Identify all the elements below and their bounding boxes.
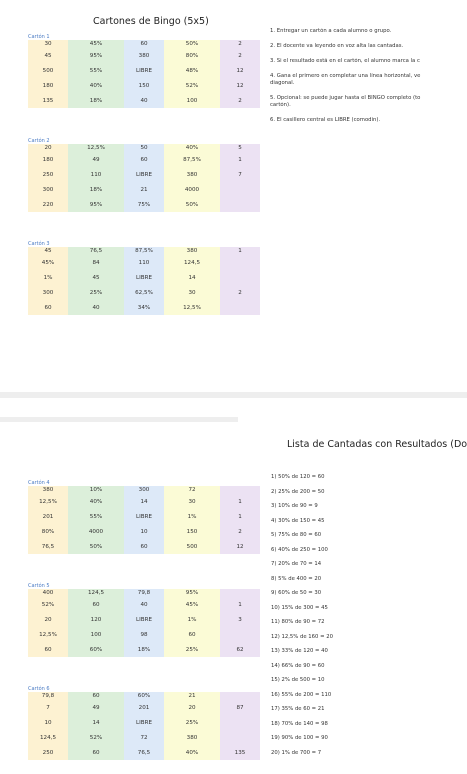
card-cell: 45 (28, 247, 68, 255)
card-cell: 87,5% (124, 247, 164, 255)
card-row (28, 700, 260, 715)
card-row (28, 494, 260, 509)
instruction-6: 6. El casillero central es LIBRE (comodín). (270, 117, 381, 123)
card-cell (220, 715, 260, 730)
card-cell: 100 (68, 627, 124, 642)
card-row (28, 167, 260, 182)
bingo-card-2 (28, 138, 260, 212)
card-cell: 30 (164, 494, 220, 509)
card-cell: 300 (28, 285, 68, 300)
card-cell: 20 (164, 700, 220, 715)
card-cell: 45% (164, 597, 220, 612)
card-grid (28, 692, 260, 760)
card-cell: 135 (220, 745, 260, 760)
cantada-item: 11) 80% de 90 = 72 (271, 619, 325, 625)
card-cell: 380 (164, 247, 220, 255)
card-cell (220, 255, 260, 270)
card-cell: 3 (220, 612, 260, 627)
card-cell: 1 (220, 597, 260, 612)
card-row (28, 539, 260, 554)
card-cell: 45 (68, 270, 124, 285)
bingo-card-6 (28, 686, 260, 760)
card-cell (220, 627, 260, 642)
card-cell: 300 (124, 486, 164, 494)
card-cell: 95% (164, 589, 220, 597)
card-cell: 60 (68, 597, 124, 612)
card-row (28, 509, 260, 524)
card-row (28, 152, 260, 167)
card-cell (220, 486, 260, 494)
card-cell: 76,5 (28, 539, 68, 554)
instruction-1: 1. Entregar un cartón a cada alumno o grupo. (270, 28, 392, 34)
card-cell: 100 (164, 93, 220, 108)
card-cell: 12,5% (68, 144, 124, 152)
card-label: Cartón 4 (28, 480, 50, 486)
card-cell: 40% (164, 144, 220, 152)
card-cell: 201 (124, 700, 164, 715)
card-cell: 49 (68, 152, 124, 167)
card-row (28, 93, 260, 108)
card-cell: 10% (68, 486, 124, 494)
card-row (28, 642, 260, 657)
card-cell: 12,5% (28, 494, 68, 509)
card-cell: 220 (28, 197, 68, 212)
card-row (28, 247, 260, 255)
cantada-item: 9) 60% de 50 = 30 (271, 590, 322, 596)
card-cell: 180 (28, 78, 68, 93)
card-cell: 40% (68, 78, 124, 93)
card-cell: 55% (68, 509, 124, 524)
card-cell: 500 (28, 63, 68, 78)
card-cell: 4000 (68, 524, 124, 539)
cantada-item: 15) 2% de 500 = 10 (271, 677, 325, 683)
card-cell: 1 (220, 247, 260, 255)
card-cell: 60 (68, 692, 124, 700)
cantada-item: 10) 15% de 300 = 45 (271, 604, 328, 611)
card-cell: 25% (164, 715, 220, 730)
card-cell: 1 (220, 494, 260, 509)
free-cell: LIBRE (124, 509, 164, 524)
card-cell: 30 (164, 285, 220, 300)
card-cell: 12 (220, 539, 260, 554)
card-cell: 60 (124, 539, 164, 554)
card-cell: 95% (68, 197, 124, 212)
card-cell: 49 (68, 700, 124, 715)
card-cell: 80% (28, 524, 68, 539)
card-cell: 1% (28, 270, 68, 285)
card-cell: 12 (220, 78, 260, 93)
cantada-item: 6) 40% de 250 = 100 (271, 546, 328, 553)
cantada-item: 18) 70% de 140 = 98 (271, 720, 328, 727)
card-label: Cartón 6 (28, 686, 50, 692)
card-cell: 50% (164, 197, 220, 212)
card-cell: 120 (68, 612, 124, 627)
card-row (28, 627, 260, 642)
card-row (28, 524, 260, 539)
card-cell: 21 (124, 182, 164, 197)
card-label: Cartón 2 (28, 138, 50, 144)
card-cell: 48% (164, 63, 220, 78)
card-cell: 380 (164, 167, 220, 182)
bingo-card-5 (28, 583, 260, 657)
cantadas-title: Lista de Cantadas con Resultados (Do (287, 439, 467, 450)
card-cell: 12,5% (164, 300, 220, 315)
card-cell: 380 (28, 486, 68, 494)
free-cell: LIBRE (124, 715, 164, 730)
card-row (28, 715, 260, 730)
card-cell: 60 (28, 642, 68, 657)
card-cell: 60 (164, 627, 220, 642)
card-row (28, 48, 260, 63)
card-cell: 7 (220, 167, 260, 182)
cantada-item: 14) 66% de 90 = 60 (271, 662, 325, 669)
card-cell: 124,5 (68, 589, 124, 597)
card-cell (220, 692, 260, 700)
card-cell: 110 (124, 255, 164, 270)
card-cell: 20 (28, 612, 68, 627)
card-cell: 4000 (164, 182, 220, 197)
card-cell: 380 (164, 730, 220, 745)
card-cell: 124,5 (28, 730, 68, 745)
cantada-item: 13) 33% de 120 = 40 (271, 648, 328, 654)
cantada-item: 5) 75% de 80 = 60 (271, 532, 322, 538)
page-separator-right (238, 392, 467, 398)
card-row (28, 745, 260, 760)
card-row (28, 692, 260, 700)
card-cell: 2 (220, 40, 260, 48)
card-cell: 10 (124, 524, 164, 539)
card-label: Cartón 3 (28, 241, 50, 247)
card-cell: 25% (164, 642, 220, 657)
card-cell: 76,5 (68, 247, 124, 255)
bingo-card-1 (28, 34, 260, 108)
card-cell: 300 (28, 182, 68, 197)
free-cell: LIBRE (124, 270, 164, 285)
card-cell: 84 (68, 255, 124, 270)
card-cell: 75% (124, 197, 164, 212)
card-cell: 250 (28, 745, 68, 760)
instruction-5-cont: cartón). (270, 102, 291, 108)
card-cell: 60 (68, 745, 124, 760)
page-title: Cartones de Bingo (5x5) (93, 16, 209, 27)
card-cell: 124,5 (164, 255, 220, 270)
card-cell: 72 (164, 486, 220, 494)
card-cell: 52% (28, 597, 68, 612)
card-cell: 55% (68, 63, 124, 78)
card-cell: 18% (68, 182, 124, 197)
card-cell (220, 730, 260, 745)
card-cell: 62,5% (124, 285, 164, 300)
card-cell: 76,5 (124, 745, 164, 760)
card-cell: 34% (124, 300, 164, 315)
card-cell: 20 (28, 144, 68, 152)
card-grid (28, 247, 260, 315)
card-cell: 98 (124, 627, 164, 642)
card-row (28, 182, 260, 197)
card-cell (220, 300, 260, 315)
instruction-5: 5. Opcional: se puede jugar hasta el BINGO completo (to (270, 95, 421, 101)
card-label: Cartón 1 (28, 34, 50, 40)
card-cell: 5 (220, 144, 260, 152)
instruction-4: 4. Gana el primero en completar una línea horizontal, ve (270, 73, 421, 79)
card-cell: 52% (164, 78, 220, 93)
card-cell: 60 (124, 152, 164, 167)
card-cell: 1% (164, 509, 220, 524)
card-row (28, 40, 260, 48)
card-cell: 150 (124, 78, 164, 93)
card-row (28, 589, 260, 597)
card-cell: 1 (220, 152, 260, 167)
page-separator-gap (0, 417, 238, 422)
card-cell (220, 197, 260, 212)
card-cell: 50% (68, 539, 124, 554)
card-row (28, 597, 260, 612)
card-cell: 18% (124, 642, 164, 657)
card-cell: 45% (68, 40, 124, 48)
instructions (270, 28, 467, 124)
card-cell: 14 (164, 270, 220, 285)
cantadas-list (271, 474, 333, 764)
card-cell: 50% (164, 40, 220, 48)
card-cell: 50 (124, 144, 164, 152)
free-cell: LIBRE (124, 612, 164, 627)
card-row (28, 270, 260, 285)
card-cell: 2 (220, 48, 260, 63)
card-cell: 1 (220, 509, 260, 524)
card-cell: 2 (220, 285, 260, 300)
cantada-item: 1) 50% de 120 = 60 (271, 474, 325, 480)
cantada-item: 12) 12,5% de 160 = 20 (271, 633, 333, 640)
cantada-item: 4) 30% de 150 = 45 (271, 517, 325, 524)
page-separator-left (0, 392, 238, 398)
cantada-item: 20) 1% de 700 = 7 (271, 749, 322, 756)
card-cell: 40% (164, 745, 220, 760)
card-cell: 201 (28, 509, 68, 524)
card-row (28, 285, 260, 300)
card-cell: 2 (220, 93, 260, 108)
card-cell: 40% (68, 494, 124, 509)
cantada-item: 17) 35% de 60 = 21 (271, 706, 325, 712)
card-cell: 110 (68, 167, 124, 182)
card-cell: 79,8 (124, 589, 164, 597)
bingo-card-4 (28, 480, 260, 554)
card-grid (28, 40, 260, 108)
card-cell: 10 (28, 715, 68, 730)
card-cell: 150 (164, 524, 220, 539)
card-cell: 380 (124, 48, 164, 63)
card-cell: 21 (164, 692, 220, 700)
instruction-4-cont: diagonal. (270, 80, 295, 86)
card-row (28, 255, 260, 270)
card-cell: 12,5% (28, 627, 68, 642)
card-cell: 14 (124, 494, 164, 509)
cantada-item: 16) 55% de 200 = 110 (271, 691, 332, 698)
card-row (28, 63, 260, 78)
free-cell: LIBRE (124, 63, 164, 78)
cantada-item: 2) 25% de 200 = 50 (271, 488, 325, 495)
card-cell: 60 (28, 300, 68, 315)
card-row (28, 612, 260, 627)
card-cell: 80% (164, 48, 220, 63)
card-cell (220, 182, 260, 197)
card-grid (28, 144, 260, 212)
card-cell: 400 (28, 589, 68, 597)
card-cell: 40 (68, 300, 124, 315)
instruction-2: 2. El docente va leyendo en voz alta las cantadas. (270, 43, 404, 49)
card-label: Cartón 5 (28, 583, 50, 589)
card-row (28, 197, 260, 212)
card-cell: 87 (220, 700, 260, 715)
card-row (28, 730, 260, 745)
card-cell: 95% (68, 48, 124, 63)
card-cell: 40 (124, 597, 164, 612)
card-cell: 72 (124, 730, 164, 745)
card-cell: 2 (220, 524, 260, 539)
free-cell: LIBRE (124, 167, 164, 182)
bingo-card-3 (28, 241, 260, 315)
card-cell: 60% (68, 642, 124, 657)
cantada-item: 3) 10% de 90 = 9 (271, 503, 318, 509)
cantada-item: 7) 20% de 70 = 14 (271, 561, 322, 567)
card-grid (28, 589, 260, 657)
card-cell: 87,5% (164, 152, 220, 167)
card-cell: 60 (124, 40, 164, 48)
card-cell: 52% (68, 730, 124, 745)
card-cell: 14 (68, 715, 124, 730)
card-cell: 1% (164, 612, 220, 627)
card-cell: 45 (28, 48, 68, 63)
card-cell: 30 (28, 40, 68, 48)
card-cell: 79,8 (28, 692, 68, 700)
card-row (28, 300, 260, 315)
card-cell: 250 (28, 167, 68, 182)
cantada-item: 19) 90% de 100 = 90 (271, 735, 328, 741)
card-row (28, 144, 260, 152)
card-row (28, 78, 260, 93)
card-row (28, 486, 260, 494)
instruction-3: 3. Si el resultado está en el cartón, el alumno marca la c (270, 58, 420, 64)
card-cell: 500 (164, 539, 220, 554)
cantada-item: 8) 5% de 400 = 20 (271, 575, 322, 582)
card-cell (220, 589, 260, 597)
card-cell: 135 (28, 93, 68, 108)
card-cell: 180 (28, 152, 68, 167)
card-cell: 18% (68, 93, 124, 108)
card-cell: 7 (28, 700, 68, 715)
card-cell: 25% (68, 285, 124, 300)
card-grid (28, 486, 260, 554)
card-cell: 60% (124, 692, 164, 700)
card-cell: 62 (220, 642, 260, 657)
card-cell (220, 270, 260, 285)
card-cell: 40 (124, 93, 164, 108)
card-cell: 12 (220, 63, 260, 78)
card-cell: 45% (28, 255, 68, 270)
